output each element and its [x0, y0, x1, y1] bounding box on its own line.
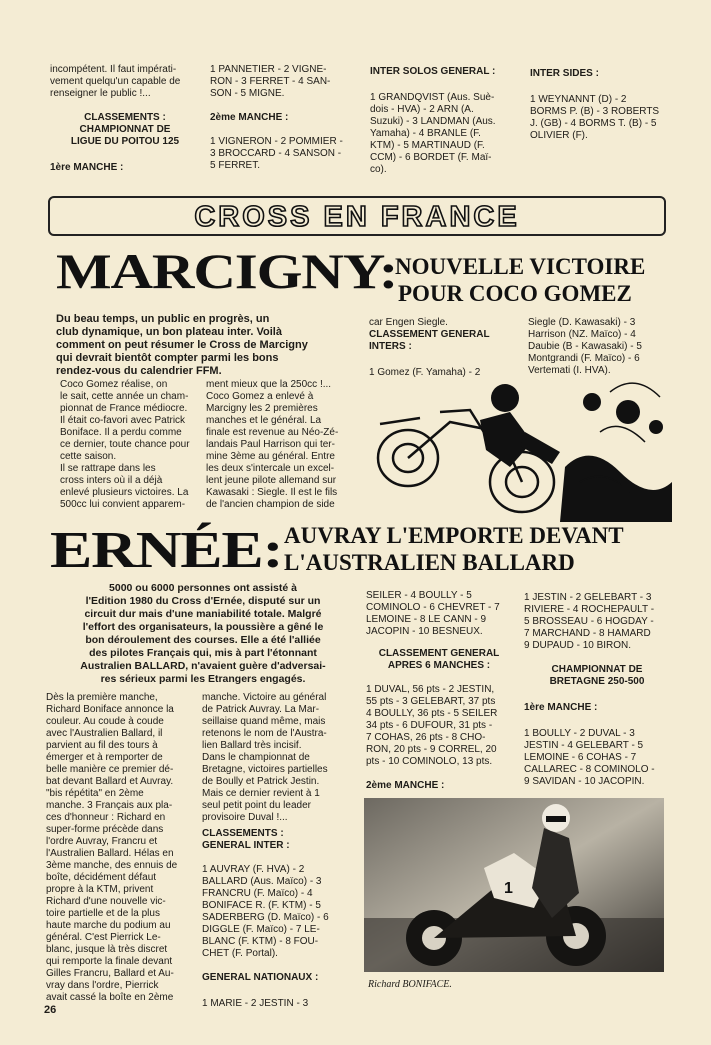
- marcigny-col-2: ment mieux que la 250cc !... Coco Gomez a enlevé à Marcigny les 2 premières manches et le général. La finale est revenue au Néo-Zé- landais Paul Harrison qui ter- mine 3ème au général. Entre les deux s'intercale un excel- lent jeune pilote allemand sur Kawasaki : Siegle. Il est le fils de l'ancien champion de side: [206, 379, 339, 510]
- banner-title: CROSS EN FRANCE: [194, 201, 520, 233]
- top-col1-heading: CLASSEMENTS : CHAMPIONNAT DE LIGUE DU POITOU 125: [70, 112, 180, 147]
- ernee-col4-heading: CHAMPIONNAT DE BRETAGNE 250-500: [549, 664, 645, 687]
- page-number: 26: [44, 1004, 57, 1016]
- top-col-3: [370, 66, 518, 176]
- top-col-2: [210, 64, 358, 172]
- marcigny-subtitle-1: NOUVELLE VICTOIRE: [395, 254, 646, 279]
- ernee-col2-results-1: 1 AUVRAY (F. HVA) - 2 BALLARD (Aus. Maïco) - 3 FRANCRU (F. Maïco) - 4 BONIFACE R. (F. KTM) - 5 SADERBERG (D. Maïco) - 6 DIGGLE (F. Maïco) - 7 LE- BLANC (F. KTM) - 8 FOU- CHET (F. Portal).: [202, 864, 329, 959]
- top-col3-heading: INTER SOLOS GENERAL :: [370, 66, 496, 77]
- top-col4-heading: INTER SIDES :: [530, 68, 599, 79]
- marcigny-col3-results: 1 Gomez (F. Yamaha) - 2: [369, 367, 481, 378]
- top-col1-paragraph: incompétent. Il faut impérati- vement quelqu'un capable de renseigner le public !...: [50, 64, 181, 99]
- ernee-col4-results-1: 1 JESTIN - 2 GELEBART - 3 RIVIERE - 4 ROCHEPAULT - 5 BROSSEAU - 6 HOGDAY - 7 MARCHAND - 8 HAMARD 9 DUPAUD - 10 BIRON.: [524, 592, 655, 651]
- ernee-col2-heading-1: CLASSEMENTS : GENERAL INTER :: [202, 828, 290, 851]
- top-col2-results1: 1 PANNETIER - 2 VIGNE- RON - 3 FERRET - 4 SAN- SON - 5 MIGNE.: [210, 64, 331, 99]
- ernee-col3-results-2: 1 DUVAL, 56 pts - 2 JESTIN, 55 pts - 3 GELEBART, 37 pts 4 BOULLY, 36 pts - 5 SEILER 34 pts - 6 DUFOUR, 31 pts - 7 COHAS, 26 pts - 8 CHO- RON, 20 pts - 9 CORREL, 20 pts - 10 COMINOLO, 13 pts.: [366, 684, 498, 767]
- section-banner: [48, 196, 666, 236]
- svg-text:1: 1: [504, 880, 513, 897]
- ernee-col4-manche: 1ère MANCHE :: [524, 702, 598, 713]
- top-col-1: [50, 64, 200, 174]
- top-col2-results2: 1 VIGNERON - 2 POMMIER - 3 BROCCARD - 4 SANSON - 5 FERRET.: [210, 136, 343, 171]
- top-col1-manche: 1ère MANCHE :: [50, 162, 124, 173]
- ernee-col-2: [202, 692, 348, 1010]
- ernee-title: ERNÉE:: [50, 522, 283, 579]
- ernee-col3-heading-2: 2ème MANCHE :: [366, 780, 445, 791]
- ernee-col2-results-2: 1 MARIE - 2 JESTIN - 3: [202, 998, 309, 1009]
- ernee-col3-heading: CLASSEMENT GENERAL APRES 6 MANCHES :: [378, 648, 500, 671]
- marcigny-col-4: Siegle (D. Kawasaki) - 3 Harrison (NZ. Maïco) - 4 Daubie (B - Kawasaki) - 5 Montgrandi (F. Maïco) - 6 Vertemati (I. HVA).: [528, 317, 642, 376]
- photo-caption: Richard BONIFACE.: [368, 979, 452, 990]
- ernee-col-3: [366, 590, 512, 792]
- ernee-subtitle-1: AUVRAY L'EMPORTE DEVANT: [284, 523, 624, 548]
- marcigny-subtitle-2: POUR COCO GOMEZ: [398, 281, 632, 306]
- ernee-col2-heading-2: GENERAL NATIONAUX :: [202, 972, 319, 983]
- marcigny-col3-text: car Engen Siegle.: [369, 317, 448, 328]
- rider-photo: [364, 798, 664, 972]
- marcigny-title: MARCIGNY:: [56, 243, 398, 299]
- ernee-col-4: [524, 592, 670, 788]
- top-col-4: [530, 68, 670, 142]
- motocross-cartoon-illustration: [360, 372, 672, 522]
- marcigny-col-1: Coco Gomez réalise, on le sait, cette année un cham- pionnat de France médiocre. Il était co-favori avec Patrick Boniface. Il a perdu comme ce dernier, toute chance pour cette saison. Il se rattrape dans les cross inters où il a déjà enlevé plusieurs victoires. La 500cc lui convient apparem-: [60, 379, 190, 510]
- top-col2-heading: 2ème MANCHE :: [210, 112, 289, 123]
- ernee-col3-results-1: SEILER - 4 BOULLY - 5 COMINOLO - 6 CHEVRET - 7 LEMOINE - 8 LE CANN - 9 JACOPIN - 10 BESNEUX.: [366, 590, 500, 637]
- top-col4-results: 1 WEYNANNT (D) - 2 BORMS P. (B) - 3 ROBERTS J. (GB) - 4 BORMS T. (B) - 5 OLIVIER (F).: [530, 94, 660, 141]
- ernee-subtitle-2: L'AUSTRALIEN BALLARD: [284, 550, 575, 575]
- marcigny-lead: Du beau temps, un public en progrès, un club dynamique, un bon plateau inter. Voilà comment on peut résumer le Cross de Marcigny qui devrait bientôt compter parmi les bons rendez-vous du calendrier FFM.: [56, 313, 308, 377]
- ernee-lead: 5000 ou 6000 personnes ont assisté à l'Edition 1980 du Cross d'Ernée, disputé sur un circuit dur mais d'une maniabilité totale. Malgré l'effort des organisateurs, la poussière a gêné le bon déroulement des courses. Elle a été l'alliée des pilotes Français qui, mis à part l'étonnant Australien BALLARD, n'avaient guère d'adversai- res sérieux parmi les Etrangers engagés.: [80, 582, 326, 685]
- ernee-col4-results-2: 1 BOULLY - 2 DUVAL - 3 JESTIN - 4 GELEBART - 5 LEMOINE - 6 COHAS - 7 CALLAREC - 8 COMINOLO - 9 SAVIDAN - 10 JACOPIN.: [524, 728, 655, 787]
- ernee-col2-text: manche. Victoire au général de Patrick Auvray. La Mar- seillaise quand même, mais retenons le nom de l'Austra- lien Ballard très incisif. Dans le championnat de Bretagne, victoires partielles de Boully et Patrick Jestin. Mais ce dernier revient à 1 seul petit point du leader provisoire Duval !...: [202, 692, 328, 823]
- marcigny-col3-heading: CLASSEMENT GENERAL INTERS :: [369, 329, 490, 352]
- ernee-col-1: Dès la première manche, Richard Boniface annonce la couleur. Au coude à coude avec l'Australien Ballard, il parvient au fil des tours à émerger et à remporter de belle manière ce premier dé- bat devant Ballard et Auvray. "bis répétita" en 2ème manche. 3 Français aux pla- ces d'honneur : Richard en super-forme précède dans l'ordre Auvray, Francru et l'Australien Ballard. Hélas en 3ème manche, des ennuis de boîte, décidément défaut propre à la KTM, privent Richard d'une nouvelle vic- toire partielle et de la plus haute marche du podium au général. C'est Pierrick Le- blanc, jusque là très discret qui remporte la finale devant Gilles Francru, Ballard et Au- vray dans l'ordre, Pierrick avait cassé la boîte en 2ème: [46, 692, 178, 1003]
- top-col3-results: 1 GRANDQVIST (Aus. Suè- dois - HVA) - 2 ARN (A. Suzuki) - 3 LANDMAN (Aus. Yamaha) - 4 BRANLE (F. KTM) - 5 MARTINAUD (F. CCM) - 6 BORDET (F. Maï- co).: [370, 92, 496, 175]
- marcigny-col-3: [369, 317, 514, 379]
